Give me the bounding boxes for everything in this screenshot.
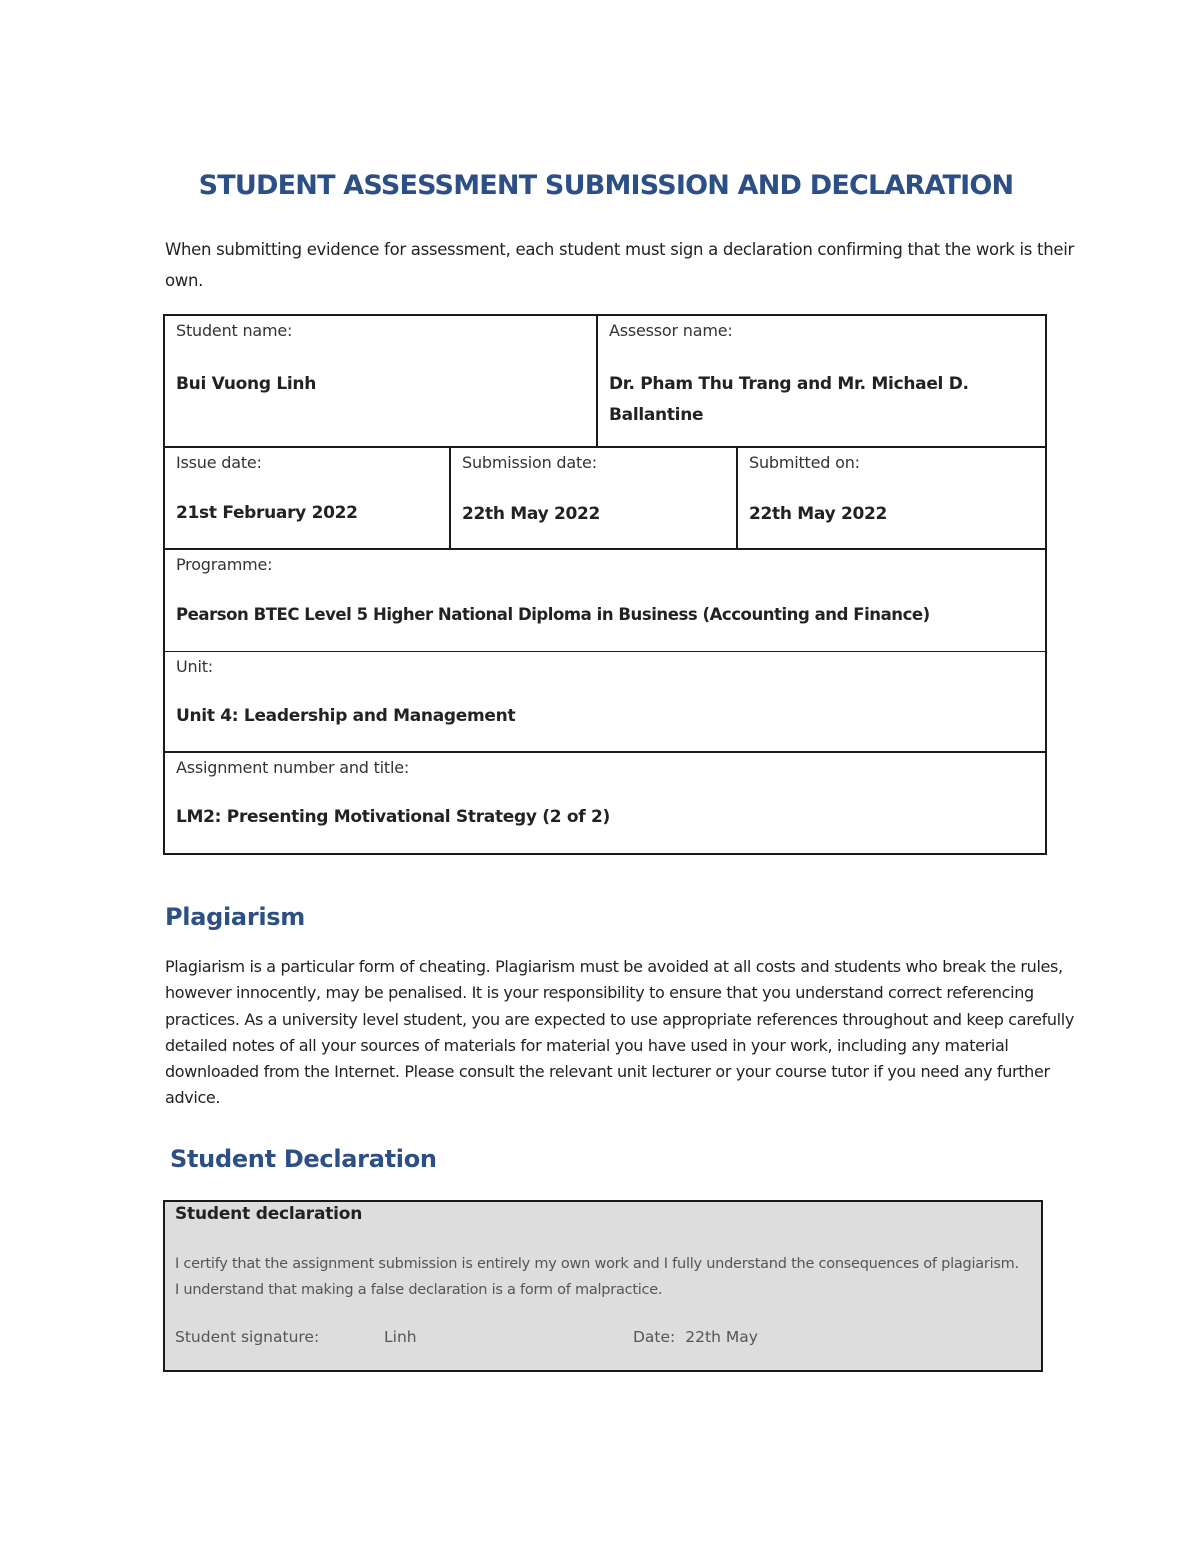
table-row-divider	[165, 651, 1045, 652]
intro-paragraph: When submitting evidence for assessment, each student must sign a declaration confirming that the work is their own.	[165, 240, 1074, 290]
assignment-value: LM2: Presenting Motivational Strategy (2 of 2)	[176, 807, 610, 827]
submitted-on-value: 22th May 2022	[749, 504, 888, 524]
declaration-date-value: 22th May	[685, 1328, 758, 1346]
declaration-date-label: Date:	[633, 1328, 676, 1346]
submission-date-value: 22th May 2022	[462, 504, 601, 524]
submission-details-table	[163, 314, 1047, 855]
submission-date-cell	[451, 448, 738, 550]
unit-label: Unit:	[176, 657, 213, 676]
issue-date-cell	[165, 448, 451, 550]
declaration-date	[633, 1328, 758, 1346]
table-row-divider	[165, 548, 1045, 550]
declaration-box	[163, 1200, 1043, 1372]
programme-cell	[165, 550, 1045, 652]
page-title: STUDENT ASSESSMENT SUBMISSION AND DECLARATION	[198, 170, 1014, 201]
student-name-label: Student name:	[176, 321, 293, 340]
student-name-cell	[165, 316, 598, 448]
assessor-name-label: Assessor name:	[609, 321, 733, 340]
student-signature-value: Linh	[384, 1328, 417, 1346]
plagiarism-heading: Plagiarism	[165, 903, 305, 931]
assignment-label: Assignment number and title:	[176, 758, 410, 777]
student-signature-label: Student signature:	[175, 1328, 320, 1346]
student-name-value: Bui Vuong Linh	[176, 374, 316, 394]
table-column-divider	[736, 447, 738, 549]
unit-value: Unit 4: Leadership and Management	[176, 706, 516, 726]
table-column-divider	[596, 316, 598, 447]
table-row-divider	[165, 751, 1045, 753]
issue-date-value: 21st February 2022	[176, 503, 358, 523]
assignment-cell	[165, 753, 1045, 853]
declaration-box-title: Student declaration	[175, 1204, 363, 1224]
submitted-on-cell	[738, 448, 1045, 550]
assessor-name-value: Dr. Pham Thu Trang and Mr. Michael D. Ballantine	[609, 374, 969, 425]
student-declaration-heading: Student Declaration	[170, 1145, 437, 1173]
assessor-name-cell	[598, 316, 1045, 448]
declaration-text: I certify that the assignment submission is entirely my own work and I fully understand the consequences of plagiarism. I understand that making a false declaration is a form of malpractice.	[175, 1256, 1019, 1298]
programme-value: Pearson BTEC Level 5 Higher National Diploma in Business (Accounting and Finance)	[176, 605, 930, 624]
programme-label: Programme:	[176, 555, 273, 574]
unit-cell	[165, 652, 1045, 753]
table-row-divider	[165, 446, 1045, 448]
submission-date-label: Submission date:	[462, 453, 597, 472]
table-column-divider	[449, 447, 451, 549]
plagiarism-paragraph: Plagiarism is a particular form of cheating. Plagiarism must be avoided at all costs and students who break the rules, however innocently, may be penalised. It is your responsibility to ensure that you understand correct referencing practices. As a university level student, you are expected to use appropriate references throughout and keep carefully detailed notes of all your sources of materials for material you have used in your work, including any material downloaded from the Internet. Please consult the relevant unit lecturer or your course tutor if you need any further advice.	[165, 957, 1074, 1108]
submitted-on-label: Submitted on:	[749, 453, 860, 472]
issue-date-label: Issue date:	[176, 453, 262, 472]
